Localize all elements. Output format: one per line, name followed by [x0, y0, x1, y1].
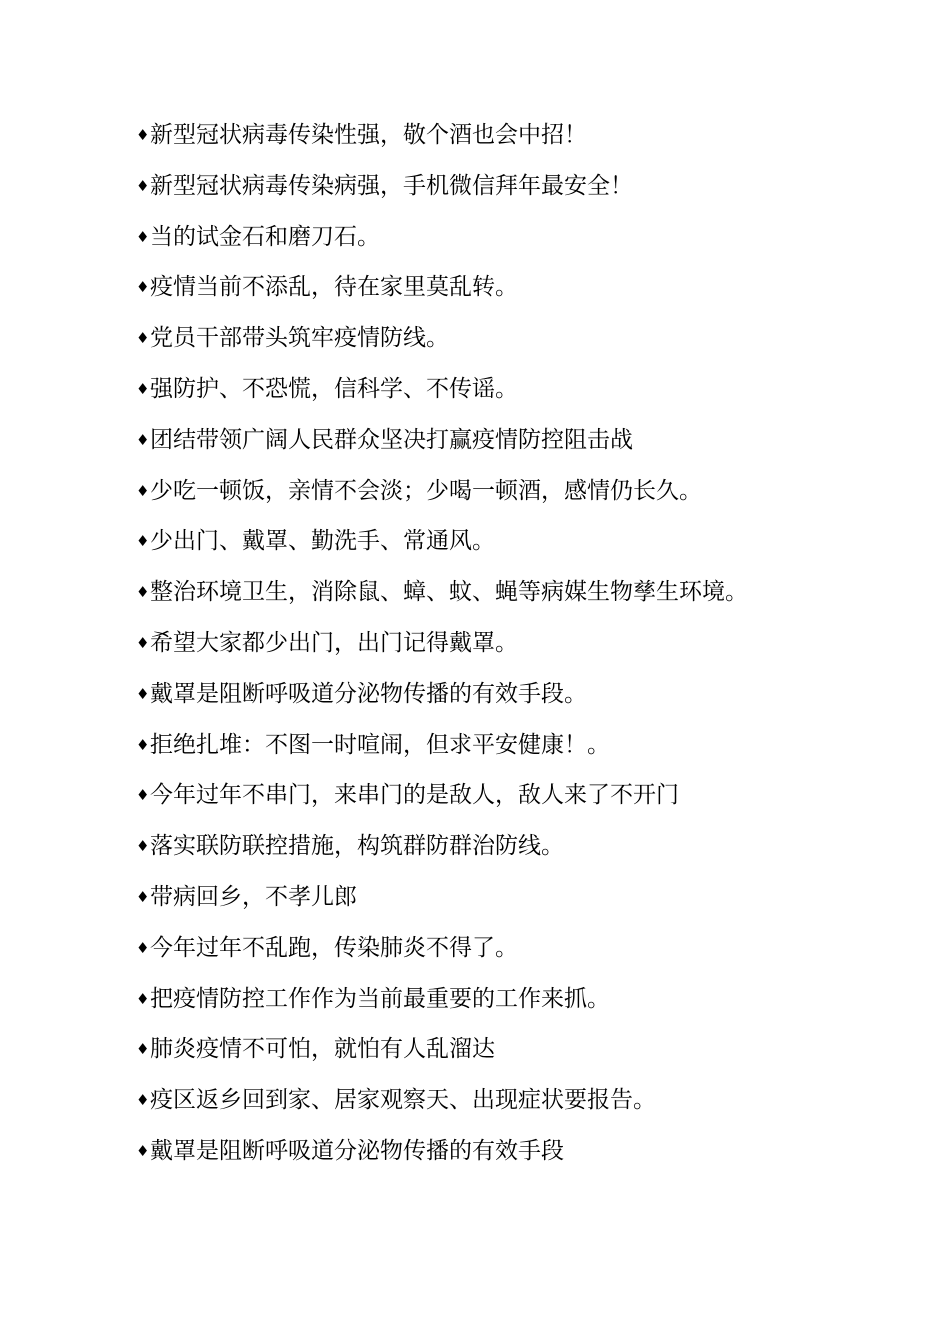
slogan-text: 团结带领广阔人民群众坚决打赢疫情防控阻击战: [150, 426, 633, 453]
list-item: [136, 624, 936, 675]
diamond-bullet-icon: ♦: [136, 176, 150, 195]
diamond-bullet-icon: ♦: [136, 633, 150, 652]
slogan-text: 把疫情防控工作作为当前最重要的工作来抓。: [150, 985, 610, 1012]
list-item: [136, 1132, 936, 1183]
list-item: [136, 319, 936, 370]
slogan-text: 整治环境卫生，消除鼠、蟑、蚊、蝇等病媒生物孳生环境。: [150, 579, 748, 606]
list-item: [136, 167, 936, 218]
slogan-text: 新型冠状病毒传染病强，手机微信拜年最安全！: [150, 172, 633, 199]
list-item: [136, 268, 936, 319]
diamond-bullet-icon: ♦: [136, 126, 150, 144]
diamond-bullet-icon: ♦: [136, 329, 150, 348]
list-item: [136, 776, 936, 827]
list-item: [136, 218, 936, 269]
diamond-bullet-icon: ♦: [136, 379, 150, 398]
list-item: [136, 726, 936, 777]
diamond-bullet-icon: ♦: [136, 1040, 150, 1059]
diamond-bullet-icon: ♦: [136, 786, 150, 805]
list-item: [136, 878, 936, 929]
list-item: [136, 827, 936, 878]
list-item: [136, 370, 936, 421]
list-item: [136, 573, 936, 624]
slogan-text: 落实联防联控措施，构筑群防群治防线。: [150, 833, 564, 860]
diamond-bullet-icon: ♦: [136, 430, 150, 449]
diamond-bullet-icon: ♦: [136, 227, 150, 246]
slogan-text: 党员干部带头筑牢疫情防线。: [150, 325, 449, 352]
list-item: [136, 116, 936, 167]
slogan-text: 少吃一顿饭，亲情不会淡；少喝一顿酒，感情仍长久。: [150, 477, 702, 504]
list-item: [136, 421, 936, 472]
slogan-text: 戴罩是阻断呼吸道分泌物传播的有效手段: [150, 1137, 564, 1164]
slogan-text: 新型冠状病毒传染性强，敬个酒也会中招！: [150, 122, 587, 148]
slogan-text: 今年过年不串门，来串门的是敌人，敌人来了不开门: [150, 782, 679, 809]
list-item: [136, 472, 936, 523]
diamond-bullet-icon: ♦: [136, 278, 150, 297]
diamond-bullet-icon: ♦: [136, 837, 150, 856]
slogan-text: 少出门、戴罩、勤洗手、常通风。: [150, 528, 495, 555]
slogan-list: [136, 116, 936, 1183]
list-item: [136, 980, 936, 1031]
diamond-bullet-icon: ♦: [136, 735, 150, 754]
slogan-text: 今年过年不乱跑，传染肺炎不得了。: [150, 934, 518, 961]
slogan-text: 戴罩是阻断呼吸道分泌物传播的有效手段。: [150, 680, 587, 707]
slogan-text: 希望大家都少出门，出门记得戴罩。: [150, 629, 518, 656]
slogan-text: 疫区返乡回到家、居家观察天、出现症状要报告。: [150, 1087, 656, 1114]
diamond-bullet-icon: ♦: [136, 1091, 150, 1110]
diamond-bullet-icon: ♦: [136, 989, 150, 1008]
list-item: [136, 929, 936, 980]
diamond-bullet-icon: ♦: [136, 1141, 150, 1160]
diamond-bullet-icon: ♦: [136, 583, 150, 602]
slogan-text: 拒绝扎堆：不图一时喧闹，但求平安健康！。: [150, 731, 610, 758]
diamond-bullet-icon: ♦: [136, 684, 150, 703]
slogan-text: 当的试金石和磨刀石。: [150, 223, 380, 250]
slogan-text: 强防护、不恐慌，信科学、不传谣。: [150, 375, 518, 402]
list-item: [136, 1081, 936, 1132]
diamond-bullet-icon: ♦: [136, 887, 150, 906]
list-item: [136, 675, 936, 726]
diamond-bullet-icon: ♦: [136, 532, 150, 551]
diamond-bullet-icon: ♦: [136, 481, 150, 500]
list-item: [136, 1030, 936, 1081]
slogan-text: 疫情当前不添乱，待在家里莫乱转。: [150, 274, 518, 301]
slogan-text: 带病回乡，不孝儿郎: [150, 883, 357, 910]
diamond-bullet-icon: ♦: [136, 938, 150, 957]
list-item: [136, 522, 936, 573]
slogan-text: 肺炎疫情不可怕，就怕有人乱溜达: [150, 1036, 495, 1063]
